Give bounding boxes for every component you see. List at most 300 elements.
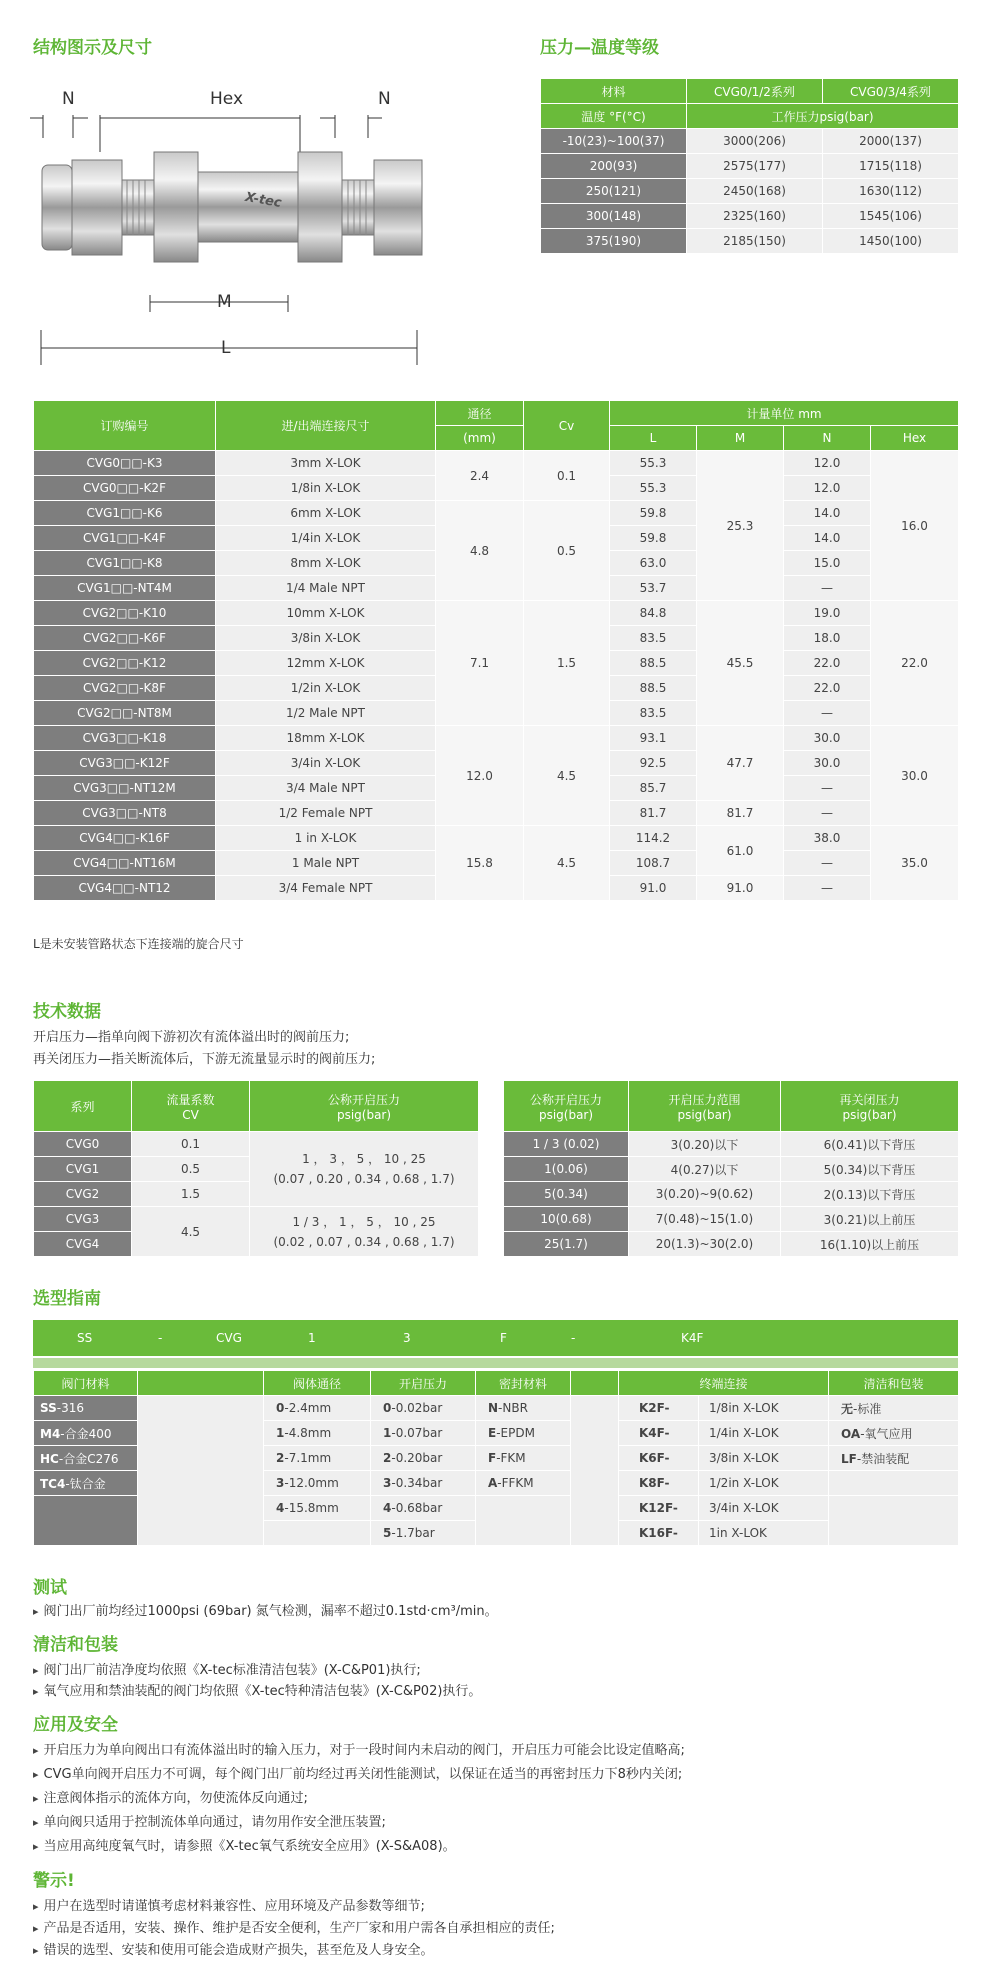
material-code: TC4 [40, 1476, 66, 1491]
pressure-option [371, 1496, 476, 1521]
material-desc: -钛合金 [65, 1476, 106, 1491]
tech-header-pressure-1: 公称开启压力 [327, 1092, 400, 1107]
section-title-cleaning: 清洁和包装 [33, 1635, 118, 1655]
dim-l: 91.0 [610, 876, 697, 901]
end-code-text: K16F- [639, 1526, 678, 1540]
connection: 3mm X-LOK [216, 451, 436, 476]
order-code: CVG3□□-K18 [34, 726, 216, 751]
range: 4(0.27)以下 [629, 1157, 781, 1182]
end-code [619, 1421, 699, 1446]
tech-line-2: 再关闭压力—指关断流体后，下游无流量显示时的阀前压力; [33, 1052, 376, 1067]
dim-header-l: L [610, 426, 697, 451]
dim-n: 14.0 [784, 501, 871, 526]
material-code: M4 [40, 1426, 61, 1441]
section-title-pressure-temp: 压力—温度等级 [540, 38, 659, 58]
bore-code: 3 [276, 1476, 285, 1490]
test-item: ▸ 阀门出厂前均经过1000psi (69bar) 氮气检测，漏率不超过0.1std·cm³/min。 [33, 1600, 498, 1619]
connection: 1/4in X-LOK [216, 526, 436, 551]
pt-header-temp: 温度 °F(°C) [541, 104, 687, 129]
seal-option [476, 1446, 571, 1471]
dim-header-bore: 通径 [436, 401, 524, 426]
pressure-desc: -0.34bar [391, 1476, 443, 1490]
bore: 12.0 [436, 726, 524, 826]
dim-m: 47.7 [697, 726, 784, 801]
material-option [34, 1471, 138, 1496]
seal-empty [476, 1496, 571, 1546]
table-row [34, 501, 959, 526]
order-code: CVG4□□-NT12 [34, 876, 216, 901]
pt-value: 1450(100) [823, 229, 959, 254]
sel-header-seal: 密封材料 [476, 1371, 571, 1396]
table-row [34, 451, 959, 476]
reseal: 6(0.41)以下背压 [781, 1132, 959, 1157]
end-desc: 1/8in X-LOK [699, 1396, 829, 1421]
table-row [34, 601, 959, 626]
code-end: K4F [681, 1331, 704, 1345]
tech-left-table [33, 1080, 479, 1257]
tech-header-pressure-2: psig(bar) [336, 1107, 392, 1122]
end-desc: 3/4in X-LOK [699, 1496, 829, 1521]
pressure-code: 2 [383, 1451, 392, 1465]
pressure-desc: -0.20bar [391, 1451, 443, 1465]
bore-code: 2 [276, 1451, 285, 1465]
range: 3(0.20)~9(0.62) [629, 1182, 781, 1207]
series: CVG3 [34, 1207, 132, 1232]
dim-n: 22.0 [784, 676, 871, 701]
bore: 4.8 [436, 501, 524, 601]
end-code [619, 1496, 699, 1521]
clean-desc: -氧气应用 [860, 1426, 913, 1441]
bore: 2.4 [436, 451, 524, 501]
pressure-option [371, 1471, 476, 1496]
safety-item: ▸ CVG单向阀开启压力不可调，每个阀门出厂前均经过再关闭性能测试，以保证在适当的再密封压力下8秒内关闭; [33, 1763, 682, 1782]
selection-code-bar [33, 1320, 958, 1356]
label-n-right: N [378, 89, 391, 109]
dim-l: 83.5 [610, 701, 697, 726]
bore-desc: -4.8mm [284, 1426, 332, 1440]
pressure-option [371, 1521, 476, 1546]
pressure-option [371, 1396, 476, 1421]
clean-code: 无 [841, 1401, 854, 1416]
warning-item: ▸ 用户在选型时请谨慎考虑材料兼容性、应用环境及产品参数等细节; [33, 1895, 425, 1914]
tech-header-cv [132, 1081, 250, 1132]
clean-option [829, 1421, 959, 1446]
cv: 4.5 [524, 726, 610, 826]
seal-option [476, 1421, 571, 1446]
dim-l: 59.8 [610, 501, 697, 526]
sel-blank-col [138, 1396, 264, 1546]
section-title-test: 测试 [33, 1578, 67, 1598]
reseal: 2(0.13)以下背压 [781, 1182, 959, 1207]
safety-item: ▸ 开启压力为单向阀出口有流体溢出时的输入压力，对于一段时间内未启动的阀门，开启压力可能会比设定值略高; [33, 1739, 685, 1758]
connection: 6mm X-LOK [216, 501, 436, 526]
pt-header-series1: CVG0/1/2系列 [687, 79, 823, 104]
cv: 0.1 [132, 1132, 250, 1157]
dim-n: — [784, 776, 871, 801]
tech-r-header-reseal-2: psig(bar) [842, 1107, 897, 1122]
seal-desc: -FKM [496, 1451, 526, 1465]
connection: 1 in X-LOK [216, 826, 436, 851]
end-code [619, 1446, 699, 1471]
code-series: CVG [216, 1331, 242, 1345]
dim-l: 93.1 [610, 726, 697, 751]
table-row [34, 1132, 479, 1157]
pt-temp: 300(148) [541, 204, 687, 229]
table-row [34, 1396, 959, 1421]
order-code: CVG1□□-NT4M [34, 576, 216, 601]
dim-n: 19.0 [784, 601, 871, 626]
dim-hex: 35.0 [871, 826, 959, 901]
tech-r-header-range [629, 1081, 781, 1132]
pressure-desc: -0.68bar [391, 1501, 443, 1515]
bore-option [264, 1446, 371, 1471]
clean-option [829, 1446, 959, 1471]
cv: 4.5 [132, 1207, 250, 1257]
table-row [34, 726, 959, 751]
pt-value: 1715(118) [823, 154, 959, 179]
order-code: CVG3□□-NT8 [34, 801, 216, 826]
end-desc: 1in X-LOK [699, 1521, 829, 1546]
dim-header-n: N [784, 426, 871, 451]
end-desc: 1/2in X-LOK [699, 1471, 829, 1496]
sel-header-pressure: 开启压力 [371, 1371, 476, 1396]
dim-n: — [784, 876, 871, 901]
dim-n: — [784, 701, 871, 726]
connection: 3/4 Female NPT [216, 876, 436, 901]
clean-empty [829, 1471, 959, 1496]
clean-code: LF [841, 1451, 857, 1466]
bore-option [264, 1496, 371, 1521]
range: 7(0.48)~15(1.0) [629, 1207, 781, 1232]
seal-desc: -NBR [498, 1401, 528, 1415]
table-row [504, 1157, 959, 1182]
dim-l: 114.2 [610, 826, 697, 851]
xtec-logo: X-tec [243, 189, 283, 212]
bore-desc: -2.4mm [284, 1401, 332, 1415]
reseal: 5(0.34)以下背压 [781, 1157, 959, 1182]
end-desc: 1/4in X-LOK [699, 1421, 829, 1446]
bore-code: 4 [276, 1501, 285, 1515]
bore-option [264, 1471, 371, 1496]
dim-l: 84.8 [610, 601, 697, 626]
code-seal: F [500, 1331, 507, 1345]
dim-l: 88.5 [610, 676, 697, 701]
pt-header-series2: CVG0/3/4系列 [823, 79, 959, 104]
label-hex: Hex [210, 89, 244, 109]
selection-divider [33, 1358, 958, 1368]
pressure-code: 4 [383, 1501, 392, 1515]
nominal: 5(0.34) [504, 1182, 629, 1207]
dim-l: 55.3 [610, 451, 697, 476]
tech-header-pressure [250, 1081, 479, 1132]
connection: 1/2 Male NPT [216, 701, 436, 726]
connection: 1/8in X-LOK [216, 476, 436, 501]
end-desc: 3/8in X-LOK [699, 1446, 829, 1471]
material-option [34, 1396, 138, 1421]
table-row [541, 179, 959, 204]
sel-header-end: 终端连接 [619, 1371, 829, 1396]
pressure-group-1 [250, 1132, 479, 1207]
dim-m: 91.0 [697, 876, 784, 901]
label-n-left: N [62, 89, 75, 109]
tech-right-table [503, 1080, 959, 1257]
order-code: CVG4□□-NT16M [34, 851, 216, 876]
range: 3(0.20)以下 [629, 1132, 781, 1157]
pt-header-pressure: 工作压力psig(bar) [687, 104, 959, 129]
table-row [504, 1182, 959, 1207]
material-desc: -合金400 [60, 1426, 112, 1441]
clean-option [829, 1396, 959, 1421]
dim-hex: 30.0 [871, 726, 959, 826]
material-code: SS [40, 1401, 57, 1415]
section-title-structure: 结构图示及尺寸 [33, 38, 152, 58]
dim-m: 81.7 [697, 801, 784, 826]
order-code: CVG3□□-K12F [34, 751, 216, 776]
selection-table [33, 1370, 959, 1546]
dim-m: 45.5 [697, 601, 784, 726]
dim-n: — [784, 801, 871, 826]
cv: 4.5 [524, 826, 610, 901]
table-row [541, 204, 959, 229]
tech-r-header-reseal-1: 再关闭压力 [839, 1092, 900, 1107]
dim-header-bore-unit: (mm) [436, 426, 524, 451]
connection: 3/4 Male NPT [216, 776, 436, 801]
material-option [34, 1446, 138, 1471]
series: CVG2 [34, 1182, 132, 1207]
pt-value: 3000(206) [687, 129, 823, 154]
pressure-values-bar: (0.07 , 0.20 , 0.34 , 0.68 , 1.7) [273, 1172, 455, 1186]
bore-option [264, 1421, 371, 1446]
sel-header-bore: 阀体通径 [264, 1371, 371, 1396]
dim-m: 25.3 [697, 451, 784, 601]
material-code: HC [40, 1451, 59, 1466]
pressure-desc: -1.7bar [391, 1526, 435, 1540]
nominal: 1 / 3 (0.02) [504, 1132, 629, 1157]
end-code-text: K12F- [639, 1501, 678, 1515]
table-row [541, 154, 959, 179]
tech-header-cv-1: 流量系数 [166, 1092, 215, 1107]
cv: 0.1 [524, 451, 610, 501]
seal-desc: -FFKM [497, 1476, 534, 1490]
tech-header-series: 系列 [34, 1081, 132, 1132]
table-row [504, 1132, 959, 1157]
pressure-code: 1 [383, 1426, 392, 1440]
dim-n: 18.0 [784, 626, 871, 651]
section-title-selection: 选型指南 [33, 1289, 101, 1309]
dim-l: 108.7 [610, 851, 697, 876]
seal-code: A [488, 1476, 498, 1490]
safety-item: ▸ 单向阀只适用于控制流体单向通过，请勿用作安全泄压装置; [33, 1811, 386, 1830]
dim-n: — [784, 851, 871, 876]
dim-n: 30.0 [784, 751, 871, 776]
tech-r-header-nominal [504, 1081, 629, 1132]
tech-r-header-reseal [781, 1081, 959, 1132]
section-title-warning: 警示! [33, 1871, 75, 1891]
connection: 12mm X-LOK [216, 651, 436, 676]
series: CVG4 [34, 1232, 132, 1257]
clean-empty [829, 1496, 959, 1546]
clean-code: OA [841, 1426, 861, 1441]
label-m: M [217, 292, 232, 312]
dim-n: 22.0 [784, 651, 871, 676]
bore-desc: -15.8mm [284, 1501, 339, 1515]
table-row [34, 1207, 479, 1232]
dim-l: 53.7 [610, 576, 697, 601]
reseal: 3(0.21)以上前压 [781, 1207, 959, 1232]
end-code [619, 1396, 699, 1421]
nominal: 10(0.68) [504, 1207, 629, 1232]
seal-option [476, 1396, 571, 1421]
tech-r-header-nominal-1: 公称开启压力 [529, 1092, 602, 1107]
series: CVG0 [34, 1132, 132, 1157]
order-code: CVG2□□-K8F [34, 676, 216, 701]
pt-temp: 200(93) [541, 154, 687, 179]
cv: 0.5 [524, 501, 610, 601]
seal-desc: -EPDM [496, 1426, 535, 1440]
dim-header-cv: Cv [524, 401, 610, 451]
label-l: L [221, 338, 231, 358]
pt-value: 2575(177) [687, 154, 823, 179]
material-desc: -316 [56, 1401, 84, 1415]
tech-r-header-nominal-2: psig(bar) [538, 1107, 594, 1122]
pressure-temp-table [540, 78, 959, 254]
dim-l: 63.0 [610, 551, 697, 576]
pressure-values-bar: (0.02 , 0.07 , 0.34 , 0.68 , 1.7) [273, 1234, 455, 1249]
connection: 3/4in X-LOK [216, 751, 436, 776]
pressure-desc: -0.07bar [391, 1426, 443, 1440]
bore-code: 0 [276, 1401, 285, 1415]
pt-value: 2000(137) [823, 129, 959, 154]
end-code [619, 1521, 699, 1546]
dim-l: 81.7 [610, 801, 697, 826]
dim-l: 83.5 [610, 626, 697, 651]
material-desc: -合金C276 [58, 1451, 119, 1466]
code-dash: - [158, 1331, 163, 1345]
range: 20(1.3)~30(2.0) [629, 1232, 781, 1257]
code-dash-2: - [571, 1331, 576, 1345]
bore-code: 1 [276, 1426, 285, 1440]
sel-blank-col-2 [571, 1396, 619, 1546]
pt-value: 2325(160) [687, 204, 823, 229]
pt-value: 2185(150) [687, 229, 823, 254]
order-code: CVG0□□-K2F [34, 476, 216, 501]
order-code: CVG1□□-K6 [34, 501, 216, 526]
end-code-text: K2F- [639, 1401, 670, 1415]
pressure-option [371, 1421, 476, 1446]
cleaning-item: ▸ 氧气应用和禁油装配的阀门均依照《X-tec特种清洁包装》(X-C&P02)执行。 [33, 1680, 481, 1699]
series: CVG1 [34, 1157, 132, 1182]
dim-l: 92.5 [610, 751, 697, 776]
bore-desc: -7.1mm [284, 1451, 332, 1465]
end-code [619, 1471, 699, 1496]
seal-code: N [488, 1401, 499, 1415]
dim-n: 15.0 [784, 551, 871, 576]
dim-hex: 16.0 [871, 451, 959, 601]
pressure-code: 0 [383, 1401, 392, 1415]
sel-header-blank2 [571, 1371, 619, 1396]
dim-m: 61.0 [697, 826, 784, 876]
dim-l: 85.7 [610, 776, 697, 801]
pressure-values: 1 ， 3 ， 5 ， 10 , 25 [302, 1152, 426, 1166]
clean-desc: -禁油装配 [856, 1451, 910, 1466]
order-code: CVG2□□-NT8M [34, 701, 216, 726]
dim-l: 59.8 [610, 526, 697, 551]
bore: 7.1 [436, 601, 524, 726]
seal-code: E [488, 1426, 497, 1440]
seal-option [476, 1471, 571, 1496]
order-code: CVG0□□-K3 [34, 451, 216, 476]
order-code: CVG2□□-K6F [34, 626, 216, 651]
connection: 3/8in X-LOK [216, 626, 436, 651]
cv: 1.5 [524, 601, 610, 726]
tech-r-header-range-1: 开启压力范围 [668, 1092, 741, 1107]
dim-header-conn: 进/出端连接尺寸 [216, 401, 436, 451]
connection: 18mm X-LOK [216, 726, 436, 751]
safety-item: ▸ 注意阀体指示的流体方向，勿使流体反向通过; [33, 1787, 308, 1806]
cv: 1.5 [132, 1182, 250, 1207]
nominal: 25(1.7) [504, 1232, 629, 1257]
dim-n: 38.0 [784, 826, 871, 851]
order-code: CVG2□□-K10 [34, 601, 216, 626]
connection: 8mm X-LOK [216, 551, 436, 576]
valve-diagram [30, 80, 430, 370]
dim-n: 12.0 [784, 451, 871, 476]
order-code: CVG2□□-K12 [34, 651, 216, 676]
cleaning-item: ▸ 阀门出厂前洁净度均依照《X-tec标准清洁包装》(X-C&P01)执行; [33, 1659, 421, 1678]
connection: 1/4 Male NPT [216, 576, 436, 601]
connection: 1 Male NPT [216, 851, 436, 876]
pressure-code: 5 [383, 1526, 392, 1540]
connection: 1/2 Female NPT [216, 801, 436, 826]
warning-item: ▸ 错误的选型、安装和使用可能会造成财产损失，甚至危及人身安全。 [33, 1939, 434, 1958]
sel-header-clean: 清洁和包装 [829, 1371, 959, 1396]
tech-r-header-range-2: psig(bar) [677, 1107, 732, 1122]
pt-value: 1630(112) [823, 179, 959, 204]
code-material: SS [77, 1331, 93, 1345]
bore-desc: -12.0mm [284, 1476, 339, 1490]
dim-header-order: 订购编号 [34, 401, 216, 451]
end-code-text: K4F- [639, 1426, 670, 1440]
dim-header-unit: 计量单位 mm [610, 401, 959, 426]
table-row [541, 129, 959, 154]
order-code: CVG4□□-K16F [34, 826, 216, 851]
order-code: CVG3□□-NT12M [34, 776, 216, 801]
bore: 15.8 [436, 826, 524, 901]
dim-header-hex: Hex [871, 426, 959, 451]
pressure-code: 3 [383, 1476, 392, 1490]
order-code: CVG1□□-K8 [34, 551, 216, 576]
warning-item: ▸ 产品是否适用，安装、操作、维护是否安全便利，生产厂家和用户需各自承担相应的责任; [33, 1917, 555, 1936]
nominal: 1(0.06) [504, 1157, 629, 1182]
dimension-table [33, 400, 959, 901]
table-row [504, 1232, 959, 1257]
order-code: CVG1□□-K4F [34, 526, 216, 551]
pressure-desc: -0.02bar [391, 1401, 443, 1415]
dim-n: 14.0 [784, 526, 871, 551]
connection: 1/2in X-LOK [216, 676, 436, 701]
dim-note: L是未安装管路状态下连接端的旋合尺寸 [33, 937, 244, 951]
table-row [541, 229, 959, 254]
pt-temp: 375(190) [541, 229, 687, 254]
material-empty [34, 1496, 138, 1546]
cv: 0.5 [132, 1157, 250, 1182]
tech-header-cv-2: CV [182, 1107, 199, 1122]
material-option [34, 1421, 138, 1446]
table-row [504, 1207, 959, 1232]
pt-value: 2450(168) [687, 179, 823, 204]
end-code-text: K8F- [639, 1476, 670, 1490]
clean-desc: -标准 [853, 1401, 882, 1416]
